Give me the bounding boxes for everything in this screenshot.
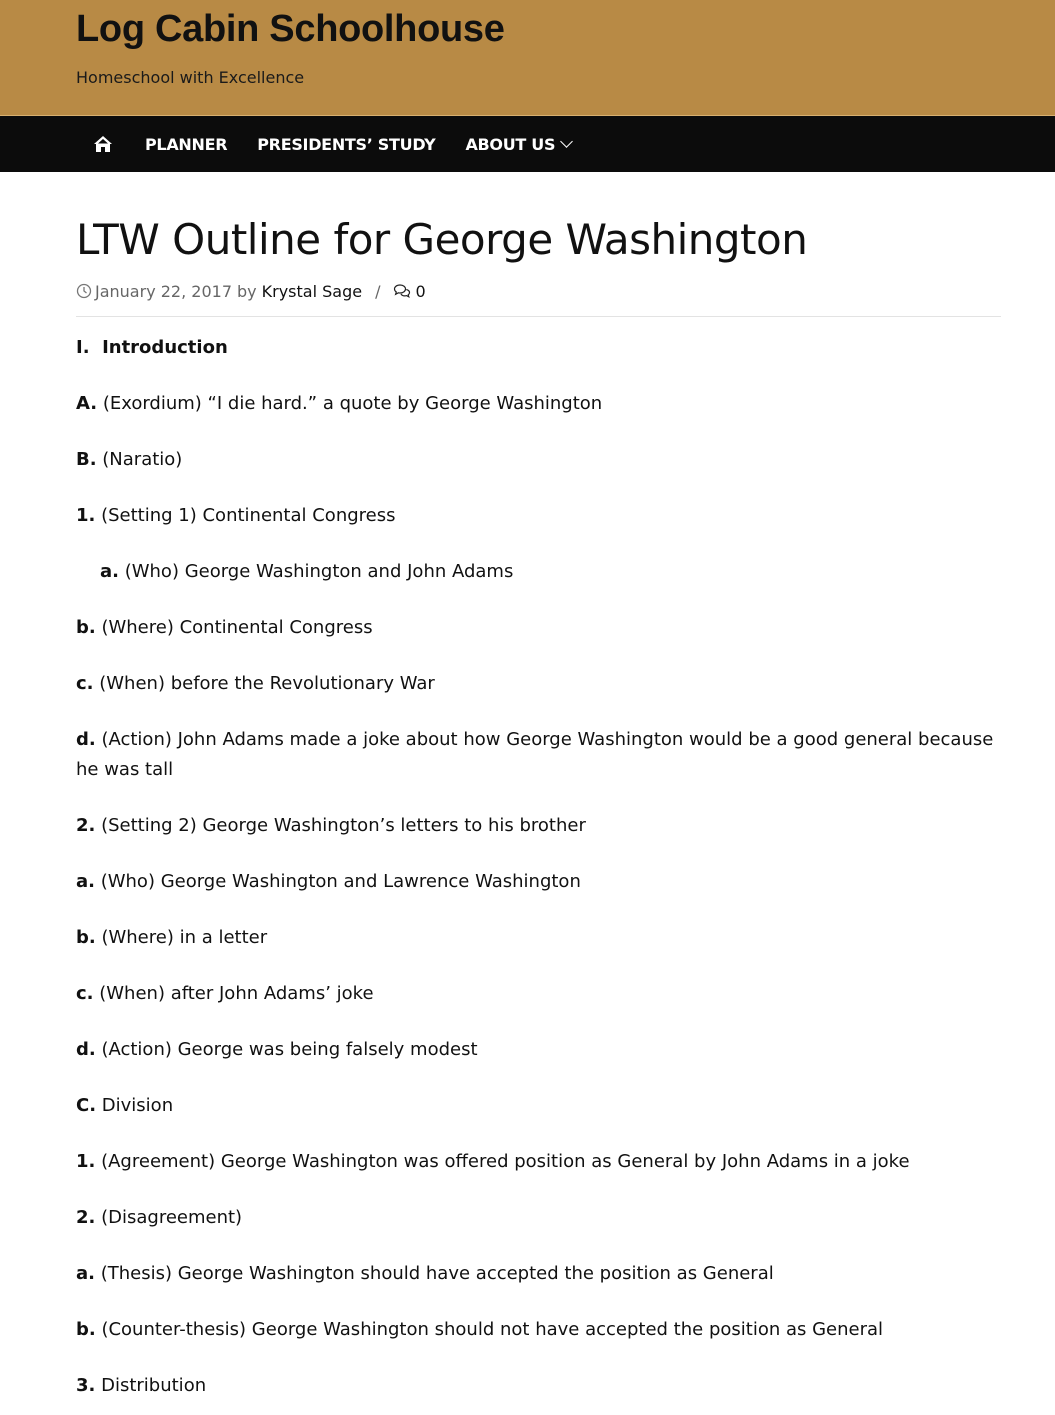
outline-item	[76, 1147, 1001, 1177]
nav-planner[interactable]: PLANNER	[145, 134, 228, 154]
outline-item	[76, 979, 1001, 1009]
outline-item	[76, 1315, 1001, 1345]
outline-item-text: (Disagreement)	[95, 1207, 243, 1228]
outline-item-label: 2.	[76, 815, 96, 836]
outline-item-text: (Setting 2) George Washington’s letters to his brother	[95, 815, 586, 836]
outline-item-label: C.	[76, 1095, 97, 1116]
outline-item	[76, 811, 1001, 841]
outline-item	[76, 1371, 1001, 1401]
outline-item-text: (Counter-thesis) George Washington should not have accepted the position as General	[95, 1319, 884, 1340]
outline-item-label: B.	[76, 449, 97, 470]
outline-item-text: (Who) George Washington and John Adams	[118, 561, 514, 582]
outline-item-label: I. Introduction	[76, 337, 228, 358]
outline-item	[76, 923, 1001, 953]
outline-item	[76, 389, 1001, 419]
outline-item-label: a.	[100, 561, 119, 582]
comment-count[interactable]: 0	[415, 281, 426, 301]
outline-item-text: (Who) George Washington and Lawrence Washington	[94, 871, 581, 892]
outline-item-text: (Action) John Adams made a joke about how George Washington would be a good general because he was tall	[76, 729, 994, 780]
outline-item-label: d.	[76, 1039, 96, 1060]
post-meta	[76, 280, 1001, 302]
nav-home[interactable]	[93, 135, 113, 153]
outline-item-label: b.	[76, 617, 96, 638]
outline-item-label: 1.	[76, 1151, 96, 1172]
site-title[interactable]: Log Cabin Schoolhouse	[76, 8, 505, 50]
outline	[76, 333, 1001, 1401]
outline-item-label: c.	[76, 983, 94, 1004]
comments-icon[interactable]	[393, 283, 411, 299]
nav-presidents-study[interactable]: PRESIDENTS’ STUDY	[257, 134, 436, 154]
outline-item-text: Distribution	[95, 1375, 207, 1396]
outline-item-text: (Action) George was being falsely modest	[95, 1039, 478, 1060]
outline-item	[76, 867, 1001, 897]
outline-item-text: (When) before the Revolutionary War	[93, 673, 435, 694]
outline-item-label: 2.	[76, 1207, 96, 1228]
outline-item	[76, 501, 1001, 531]
outline-item-label: b.	[76, 1319, 96, 1340]
outline-item-text: (When) after John Adams’ joke	[93, 983, 374, 1004]
meta-separator: /	[375, 281, 381, 301]
site-tagline: Homeschool with Excellence	[76, 68, 305, 87]
outline-item-text: (Agreement) George Washington was offered position as General by John Adams in a joke	[95, 1151, 910, 1172]
outline-item-label: d.	[76, 729, 96, 750]
post-author[interactable]: Krystal Sage	[261, 281, 363, 301]
outline-item-label: a.	[76, 1263, 95, 1284]
site-header	[0, 0, 1055, 116]
clock-icon	[76, 283, 92, 299]
outline-item	[76, 557, 1001, 587]
main-nav	[0, 116, 1055, 172]
outline-item	[76, 445, 1001, 475]
outline-item	[76, 613, 1001, 643]
outline-item-text: (Thesis) George Washington should have accepted the position as General	[94, 1263, 774, 1284]
outline-item-label: b.	[76, 927, 96, 948]
home-icon	[93, 135, 113, 153]
outline-item-text: (Where) Continental Congress	[95, 617, 373, 638]
outline-item-label: A.	[76, 393, 98, 414]
outline-item	[76, 669, 1001, 699]
outline-item-text: (Setting 1) Continental Congress	[95, 505, 396, 526]
outline-item	[76, 1091, 1001, 1121]
outline-item-label: 3.	[76, 1375, 96, 1396]
outline-item	[76, 1259, 1001, 1289]
outline-item-text: Division	[96, 1095, 174, 1116]
meta-divider	[76, 316, 1001, 317]
outline-item	[76, 1035, 1001, 1065]
post-date[interactable]: January 22, 2017	[95, 281, 232, 301]
outline-item	[76, 725, 1001, 785]
outline-item-text: (Where) in a letter	[95, 927, 268, 948]
outline-item-text: (Naratio)	[96, 449, 183, 470]
outline-item	[76, 1203, 1001, 1233]
outline-item-label: c.	[76, 673, 94, 694]
page-title: LTW Outline for George Washington	[76, 215, 808, 264]
nav-about-us-label: ABOUT US	[465, 134, 556, 154]
post-content	[0, 214, 1055, 1401]
chevron-down-icon	[560, 135, 573, 148]
by-label: by	[237, 281, 257, 301]
outline-item-label: a.	[76, 871, 95, 892]
nav-about-us[interactable]	[465, 135, 571, 154]
outline-heading	[76, 333, 1001, 363]
outline-item-text: (Exordium) “I die hard.” a quote by George Washington	[97, 393, 603, 414]
outline-item-label: 1.	[76, 505, 96, 526]
